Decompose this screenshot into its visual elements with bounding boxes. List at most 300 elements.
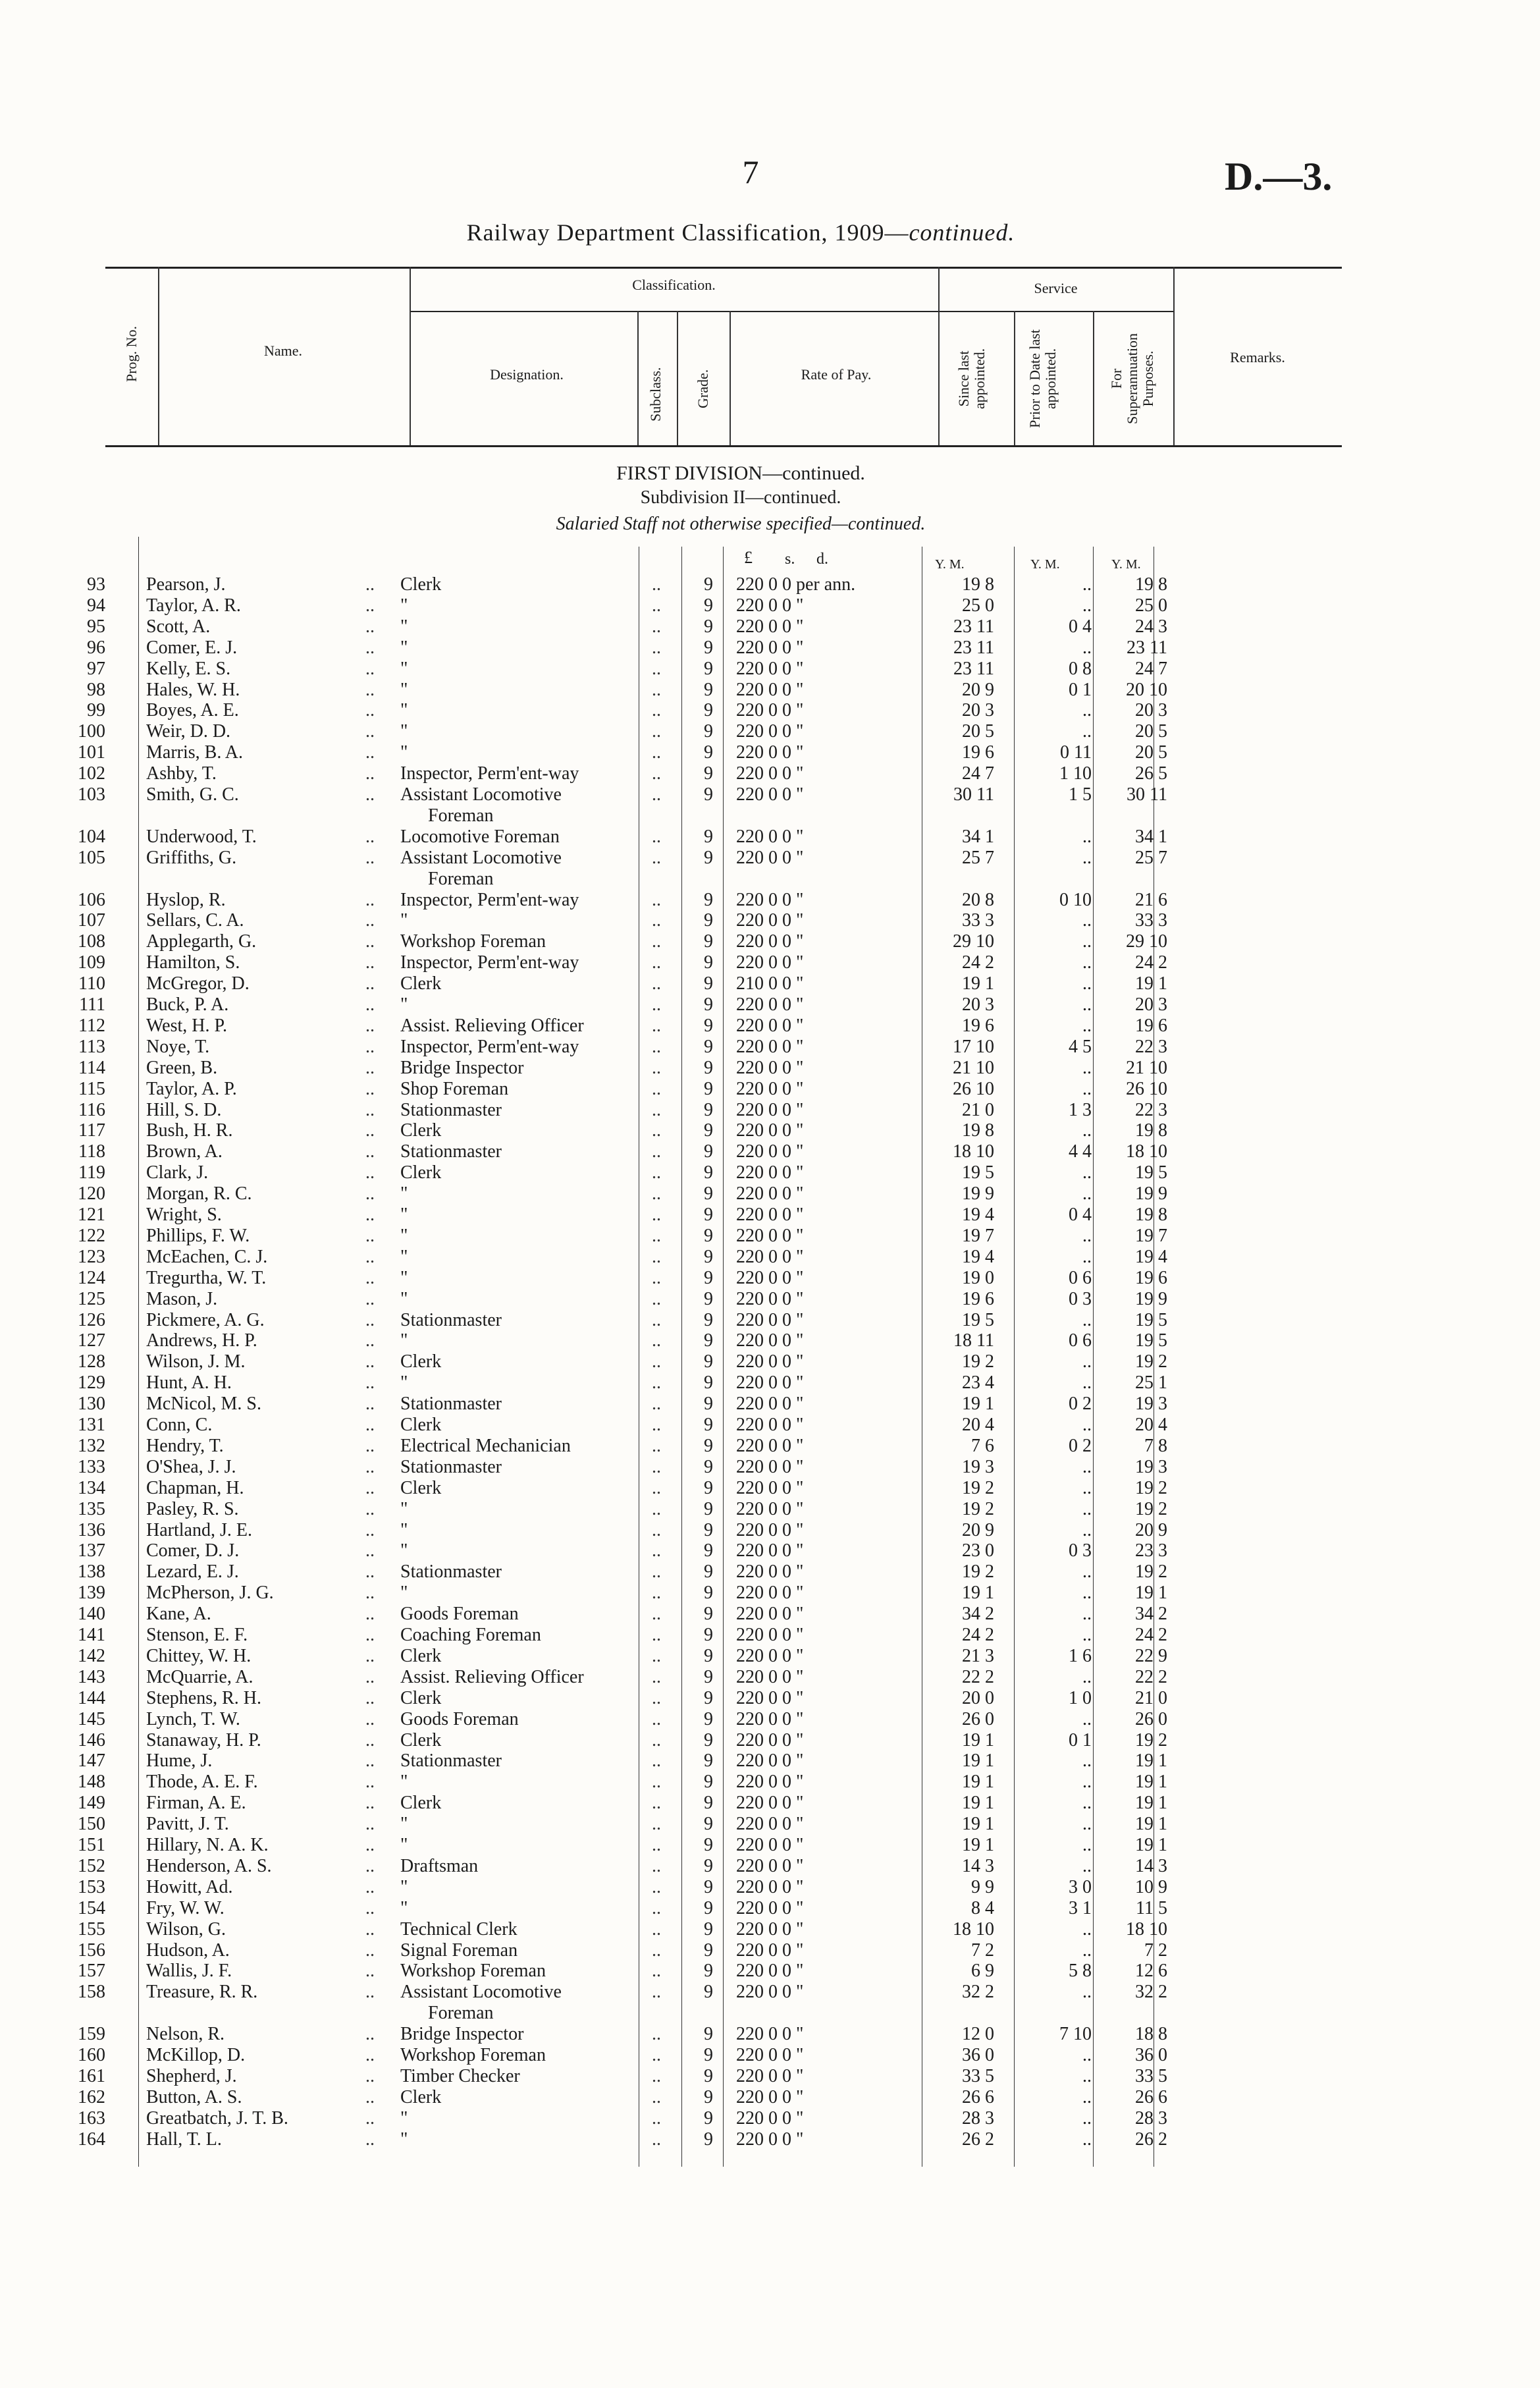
grade: 9 <box>704 1982 713 2002</box>
staff-name: Griffiths, G. <box>146 848 237 868</box>
table-row <box>0 1100 1540 1121</box>
header-col-divider <box>1014 311 1015 445</box>
prior-to-date: .. <box>1082 1750 1092 1771</box>
prior-to-date: .. <box>1082 1457 1092 1477</box>
superannuation-period: 19 1 <box>1135 1750 1167 1771</box>
since-last-appointed: 26 10 <box>953 1079 994 1099</box>
since-last-appointed: 19 5 <box>962 1162 994 1183</box>
leader-dots: .. <box>652 952 661 973</box>
staff-name: Andrews, H. P. <box>146 1330 257 1351</box>
prior-to-date: 0 4 <box>1069 616 1092 637</box>
staff-name: Hudson, A. <box>146 1940 230 1961</box>
grade: 9 <box>704 973 713 994</box>
header-classification: Classification. <box>632 277 716 293</box>
leader-dots: .. <box>365 638 375 658</box>
staff-name: Stephens, R. H. <box>146 1688 261 1708</box>
staff-name: McQuarrie, A. <box>146 1667 253 1687</box>
prog-number: 106 <box>78 890 105 910</box>
header-col-divider <box>158 267 159 445</box>
leader-dots: .. <box>652 2066 661 2086</box>
grade: 9 <box>704 1667 713 1687</box>
designation: Technical Clerk <box>400 1919 518 1940</box>
table-row <box>0 1205 1540 1226</box>
rate-of-pay: 220 0 0 " <box>736 1289 804 1309</box>
leader-dots: .. <box>365 1183 375 1204</box>
grade: 9 <box>704 1457 713 1477</box>
prior-to-date: .. <box>1082 1372 1092 1393</box>
since-last-appointed: 8 4 <box>971 1898 994 1918</box>
designation: " <box>400 1520 408 1540</box>
leader-dots: .. <box>365 2045 375 2065</box>
prior-to-date: .. <box>1082 2045 1092 2065</box>
prog-number: 108 <box>78 931 105 952</box>
leader-dots: .. <box>365 1982 375 2002</box>
staff-name: Hartland, J. E. <box>146 1520 252 1540</box>
rate-of-pay: 220 0 0 " <box>736 1226 804 1246</box>
designation: Clerk <box>400 1793 442 1813</box>
since-last-appointed: 19 4 <box>962 1247 994 1267</box>
leader-dots: .. <box>365 763 375 784</box>
designation: Assistant Locomotive <box>400 1982 562 2002</box>
superannuation-period: 20 10 <box>1126 680 1167 700</box>
prog-number: 122 <box>78 1226 105 1246</box>
prog-number: 109 <box>78 952 105 973</box>
prog-number: 107 <box>78 910 105 931</box>
grade: 9 <box>704 1919 713 1940</box>
rate-of-pay: 220 0 0 " <box>736 1415 804 1435</box>
leader-dots: .. <box>365 659 375 679</box>
staff-name: Pickmere, A. G. <box>146 1310 265 1330</box>
superannuation-period: 19 2 <box>1135 1478 1167 1498</box>
leader-dots: .. <box>365 973 375 994</box>
since-last-appointed: 26 6 <box>962 2087 994 2107</box>
rate-of-pay: 220 0 0 " <box>736 1793 804 1813</box>
staff-name: McPherson, J. G. <box>146 1583 274 1603</box>
leader-dots: .. <box>365 1268 375 1288</box>
superannuation-period: 21 10 <box>1126 1058 1167 1078</box>
leader-dots: .. <box>365 910 375 931</box>
designation: Goods Foreman <box>400 1709 519 1729</box>
title-main: Railway Department Classification, 1909— <box>466 219 909 246</box>
leader-dots: .. <box>365 2066 375 2086</box>
staff-name: Greatbatch, J. T. B. <box>146 2108 288 2129</box>
prog-number: 94 <box>87 595 105 616</box>
prior-to-date: 0 6 <box>1069 1268 1092 1288</box>
leader-dots: .. <box>652 1730 661 1750</box>
designation: " <box>400 2108 408 2129</box>
designation: Clerk <box>400 1415 442 1435</box>
since-last-appointed: 20 4 <box>962 1415 994 1435</box>
header-remarks: Remarks. <box>1230 349 1285 366</box>
leader-dots: .. <box>652 1436 661 1456</box>
prog-number: 159 <box>78 2024 105 2044</box>
prior-to-date: .. <box>1082 848 1092 868</box>
prior-to-date: .. <box>1082 1625 1092 1645</box>
superannuation-period: 19 2 <box>1135 1561 1167 1582</box>
prior-to-date: 0 2 <box>1069 1436 1092 1456</box>
designation: Clerk <box>400 1478 442 1498</box>
staff-name: Firman, A. E. <box>146 1793 246 1813</box>
designation: Clerk <box>400 2087 442 2107</box>
table-row <box>0 1289 1540 1310</box>
superannuation-period: 24 2 <box>1135 1625 1167 1645</box>
classification-sub-rule <box>410 311 1173 312</box>
table-row <box>0 616 1540 638</box>
grade: 9 <box>704 952 713 973</box>
leader-dots: .. <box>652 1750 661 1771</box>
since-last-appointed: 19 6 <box>962 1289 994 1309</box>
rate-of-pay: 220 0 0 " <box>736 1100 804 1120</box>
table-row <box>0 1037 1540 1058</box>
since-last-appointed: 33 5 <box>962 2066 994 2086</box>
prior-to-date: .. <box>1082 1835 1092 1855</box>
staff-name: Pearson, J. <box>146 574 226 595</box>
staff-name: McEachen, C. J. <box>146 1247 268 1267</box>
since-last-appointed: 23 11 <box>953 659 994 679</box>
rate-of-pay: 220 0 0 " <box>736 1940 804 1961</box>
superannuation-period: 22 2 <box>1135 1667 1167 1687</box>
table-row <box>0 1688 1540 1709</box>
rate-of-pay: 220 0 0 " <box>736 616 804 637</box>
prior-to-date: 0 8 <box>1069 659 1092 679</box>
leader-dots: .. <box>652 680 661 700</box>
leader-dots: .. <box>652 1330 661 1351</box>
prior-to-date: .. <box>1082 1226 1092 1246</box>
since-last-appointed: 19 3 <box>962 1457 994 1477</box>
leader-dots: .. <box>365 574 375 595</box>
prog-number: 118 <box>78 1141 105 1162</box>
rate-of-pay: 220 0 0 " <box>736 1394 804 1414</box>
superannuation-period: 14 3 <box>1135 1856 1167 1876</box>
staff-name: Shepherd, J. <box>146 2066 237 2086</box>
prior-to-date: 1 10 <box>1059 763 1092 784</box>
leader-dots: .. <box>365 1415 375 1435</box>
designation: Assistant Locomotive <box>400 784 562 805</box>
leader-dots: .. <box>365 1561 375 1582</box>
superannuation-period: 19 5 <box>1135 1162 1167 1183</box>
grade: 9 <box>704 994 713 1015</box>
since-last-appointed: 20 3 <box>962 700 994 720</box>
table-row <box>0 1982 1540 2003</box>
superannuation-period: 24 7 <box>1135 659 1167 679</box>
leader-dots: .. <box>652 890 661 910</box>
table-row <box>0 784 1540 805</box>
leader-dots: .. <box>652 638 661 658</box>
table-row <box>0 721 1540 742</box>
rate-of-pay: 220 0 0 " <box>736 848 804 868</box>
leader-dots: .. <box>652 1540 661 1561</box>
grade: 9 <box>704 1436 713 1456</box>
prior-to-date: .. <box>1082 721 1092 742</box>
table-row <box>0 1058 1540 1079</box>
unit-shillings: s. <box>785 551 795 568</box>
designation: " <box>400 994 408 1015</box>
rate-of-pay: 220 0 0 " <box>736 1583 804 1603</box>
grade: 9 <box>704 1814 713 1834</box>
staff-name: Hales, W. H. <box>146 680 240 700</box>
grade: 9 <box>704 700 713 720</box>
table-row <box>0 1940 1540 1961</box>
grade: 9 <box>704 1289 713 1309</box>
superannuation-period: 21 0 <box>1135 1688 1167 1708</box>
prior-to-date: 0 2 <box>1069 1394 1092 1414</box>
table-row-continuation <box>0 805 1540 827</box>
prog-number: 128 <box>78 1351 105 1372</box>
rate-of-pay: 220 0 0 " <box>736 1016 804 1036</box>
prior-to-date: .. <box>1082 1058 1092 1078</box>
staff-name: Treasure, R. R. <box>146 1982 258 2002</box>
rate-of-pay: 220 0 0 per ann. <box>736 574 856 595</box>
grade: 9 <box>704 1120 713 1141</box>
leader-dots: .. <box>365 2024 375 2044</box>
rate-of-pay: 220 0 0 " <box>736 1961 804 1981</box>
prior-to-date: .. <box>1082 973 1092 994</box>
table-row <box>0 638 1540 659</box>
leader-dots: .. <box>652 2045 661 2065</box>
leader-dots: .. <box>365 700 375 720</box>
prog-number: 139 <box>78 1583 105 1603</box>
designation: " <box>400 910 408 931</box>
prior-to-date: 1 6 <box>1069 1646 1092 1666</box>
table-row <box>0 1709 1540 1730</box>
grade: 9 <box>704 1583 713 1603</box>
prior-to-date: .. <box>1082 1982 1092 2002</box>
staff-name: Hendry, T. <box>146 1436 224 1456</box>
since-last-appointed: 21 10 <box>953 1058 994 1078</box>
prior-to-date: .. <box>1082 1814 1092 1834</box>
superannuation-period: 19 1 <box>1135 1835 1167 1855</box>
rate-of-pay: 220 0 0 " <box>736 1520 804 1540</box>
header-col-divider <box>1093 311 1094 445</box>
designation: Shop Foreman <box>400 1079 509 1099</box>
grade: 9 <box>704 1162 713 1183</box>
rate-of-pay: 220 0 0 " <box>736 952 804 973</box>
rate-of-pay: 220 0 0 " <box>736 700 804 720</box>
grade: 9 <box>704 680 713 700</box>
superannuation-period: 18 10 <box>1126 1141 1167 1162</box>
table-row <box>0 1478 1540 1499</box>
table-row <box>0 1772 1540 1793</box>
prior-to-date: .. <box>1082 595 1092 616</box>
leader-dots: .. <box>365 1457 375 1477</box>
header-prog-no: Prog. No. <box>123 326 140 382</box>
leader-dots: .. <box>365 721 375 742</box>
leader-dots: .. <box>365 1247 375 1267</box>
staff-name: Wilson, J. M. <box>146 1351 246 1372</box>
leader-dots: .. <box>365 1037 375 1057</box>
rate-of-pay: 220 0 0 " <box>736 2024 804 2044</box>
since-last-appointed: 19 6 <box>962 1016 994 1036</box>
grade: 9 <box>704 1772 713 1792</box>
prior-to-date: .. <box>1082 931 1092 952</box>
leader-dots: .. <box>652 910 661 931</box>
header-top-rule <box>105 267 1342 269</box>
rate-of-pay: 220 0 0 " <box>736 1499 804 1519</box>
since-last-appointed: 19 1 <box>962 1793 994 1813</box>
staff-name: Hillary, N. A. K. <box>146 1835 269 1855</box>
since-last-appointed: 36 0 <box>962 2045 994 2065</box>
rate-of-pay: 220 0 0 " <box>736 890 804 910</box>
superannuation-period: 20 5 <box>1135 721 1167 742</box>
staff-name: West, H. P. <box>146 1016 227 1036</box>
table-row <box>0 1667 1540 1688</box>
leader-dots: .. <box>652 574 661 595</box>
table-row <box>0 700 1540 721</box>
prog-number: 138 <box>78 1561 105 1582</box>
prog-number: 164 <box>78 2129 105 2150</box>
rate-of-pay: 220 0 0 " <box>736 2045 804 2065</box>
prog-number: 115 <box>78 1079 105 1099</box>
table-row <box>0 574 1540 595</box>
prior-to-date: 5 8 <box>1069 1961 1092 1981</box>
grade: 9 <box>704 1856 713 1876</box>
rate-of-pay: 220 0 0 " <box>736 1183 804 1204</box>
designation: Clerk <box>400 1162 442 1183</box>
prior-to-date: 1 0 <box>1069 1688 1092 1708</box>
rate-of-pay: 220 0 0 " <box>736 1688 804 1708</box>
table-row <box>0 1730 1540 1751</box>
rate-of-pay: 220 0 0 " <box>736 1646 804 1666</box>
superannuation-period: 19 5 <box>1135 1310 1167 1330</box>
designation: " <box>400 1289 408 1309</box>
leader-dots: .. <box>365 994 375 1015</box>
rate-of-pay: 220 0 0 " <box>736 1604 804 1624</box>
designation: Signal Foreman <box>400 1940 518 1961</box>
grade: 9 <box>704 2129 713 2150</box>
leader-dots: .. <box>652 827 661 847</box>
prog-number: 123 <box>78 1247 105 1267</box>
rate-of-pay: 220 0 0 " <box>736 1457 804 1477</box>
superannuation-period: 22 3 <box>1135 1100 1167 1120</box>
leader-dots: .. <box>365 1016 375 1036</box>
rate-of-pay: 220 0 0 " <box>736 827 804 847</box>
staff-name: Taylor, A. P. <box>146 1079 237 1099</box>
staff-name: Button, A. S. <box>146 2087 242 2107</box>
rate-of-pay: 220 0 0 " <box>736 638 804 658</box>
staff-name: Hill, S. D. <box>146 1100 222 1120</box>
prior-to-date: .. <box>1082 700 1092 720</box>
header-rate-of-pay: Rate of Pay. <box>801 366 872 383</box>
staff-name: Howitt, Ad. <box>146 1877 233 1897</box>
prog-number: 111 <box>79 994 105 1015</box>
superannuation-period: 26 6 <box>1135 2087 1167 2107</box>
superannuation-period: 25 7 <box>1135 848 1167 868</box>
leader-dots: .. <box>652 973 661 994</box>
grade: 9 <box>704 1372 713 1393</box>
leader-dots: .. <box>652 1667 661 1687</box>
superannuation-period: 18 8 <box>1135 2024 1167 2044</box>
grade: 9 <box>704 1561 713 1582</box>
grade: 9 <box>704 574 713 595</box>
leader-dots: .. <box>365 1835 375 1855</box>
grade: 9 <box>704 616 713 637</box>
prior-to-date: .. <box>1082 1793 1092 1813</box>
superannuation-period: 7 8 <box>1144 1436 1167 1456</box>
superannuation-period: 19 2 <box>1135 1351 1167 1372</box>
prog-number: 104 <box>78 827 105 847</box>
rate-of-pay: 220 0 0 " <box>736 1162 804 1183</box>
leader-dots: .. <box>652 742 661 763</box>
leader-dots: .. <box>652 1478 661 1498</box>
header-superannuation: For Superannuation Purposes. <box>1108 333 1156 425</box>
superannuation-period: 20 9 <box>1135 1520 1167 1540</box>
prior-to-date: .. <box>1082 1079 1092 1099</box>
leader-dots: .. <box>365 1772 375 1792</box>
leader-dots: .. <box>365 680 375 700</box>
since-last-appointed: 17 10 <box>953 1037 994 1057</box>
rate-of-pay: 220 0 0 " <box>736 1877 804 1897</box>
table-row <box>0 1856 1540 1877</box>
rate-of-pay: 220 0 0 " <box>736 1058 804 1078</box>
since-last-appointed: 19 1 <box>962 1835 994 1855</box>
prog-number: 135 <box>78 1499 105 1519</box>
leader-dots: .. <box>652 1961 661 1981</box>
grade: 9 <box>704 2066 713 2086</box>
since-last-appointed: 26 2 <box>962 2129 994 2150</box>
grade: 9 <box>704 742 713 763</box>
superannuation-period: 11 5 <box>1136 1898 1167 1918</box>
designation: " <box>400 721 408 742</box>
prog-number: 131 <box>78 1415 105 1435</box>
staff-name: McGregor, D. <box>146 973 250 994</box>
staff-name: Pasley, R. S. <box>146 1499 239 1519</box>
superannuation-period: 19 5 <box>1135 1330 1167 1351</box>
table-row <box>0 1583 1540 1604</box>
table-row <box>0 952 1540 973</box>
superannuation-period: 23 3 <box>1135 1540 1167 1561</box>
leader-dots: .. <box>652 700 661 720</box>
leader-dots: .. <box>365 1667 375 1687</box>
table-row <box>0 1457 1540 1478</box>
header-since-last-appointed: Since last appointed. <box>955 348 988 410</box>
prog-number: 162 <box>78 2087 105 2107</box>
since-last-appointed: 19 5 <box>962 1310 994 1330</box>
leader-dots: .. <box>365 1100 375 1120</box>
prior-to-date: 3 1 <box>1069 1898 1092 1918</box>
since-last-appointed: 19 1 <box>962 1583 994 1603</box>
prog-number: 116 <box>78 1100 105 1120</box>
designation: Stationmaster <box>400 1100 502 1120</box>
leader-dots: .. <box>652 763 661 784</box>
staff-name: Underwood, T. <box>146 827 257 847</box>
prog-number: 152 <box>78 1856 105 1876</box>
superannuation-period: 26 2 <box>1135 2129 1167 2150</box>
table-row <box>0 1793 1540 1814</box>
designation: " <box>400 638 408 658</box>
since-last-appointed: 21 0 <box>962 1100 994 1120</box>
staff-name: Hunt, A. H. <box>146 1372 232 1393</box>
staff-name: Chapman, H. <box>146 1478 244 1498</box>
table-row <box>0 1877 1540 1898</box>
page-title <box>0 219 1481 246</box>
leader-dots: .. <box>652 721 661 742</box>
designation: " <box>400 1583 408 1603</box>
rate-of-pay: 220 0 0 " <box>736 742 804 763</box>
table-row <box>0 994 1540 1016</box>
staff-name: Brown, A. <box>146 1141 223 1162</box>
superannuation-period: 34 1 <box>1135 827 1167 847</box>
staff-heading: Salaried Staff not otherwise specified—continued. <box>556 514 926 534</box>
leader-dots: .. <box>365 1919 375 1940</box>
rate-of-pay: 220 0 0 " <box>736 1310 804 1330</box>
prior-to-date: .. <box>1082 1561 1092 1582</box>
since-last-appointed: 24 7 <box>962 763 994 784</box>
leader-dots: .. <box>652 1457 661 1477</box>
prog-number: 134 <box>78 1478 105 1498</box>
prog-number: 95 <box>87 616 105 637</box>
grade: 9 <box>704 1730 713 1750</box>
since-last-appointed: 26 0 <box>962 1709 994 1729</box>
